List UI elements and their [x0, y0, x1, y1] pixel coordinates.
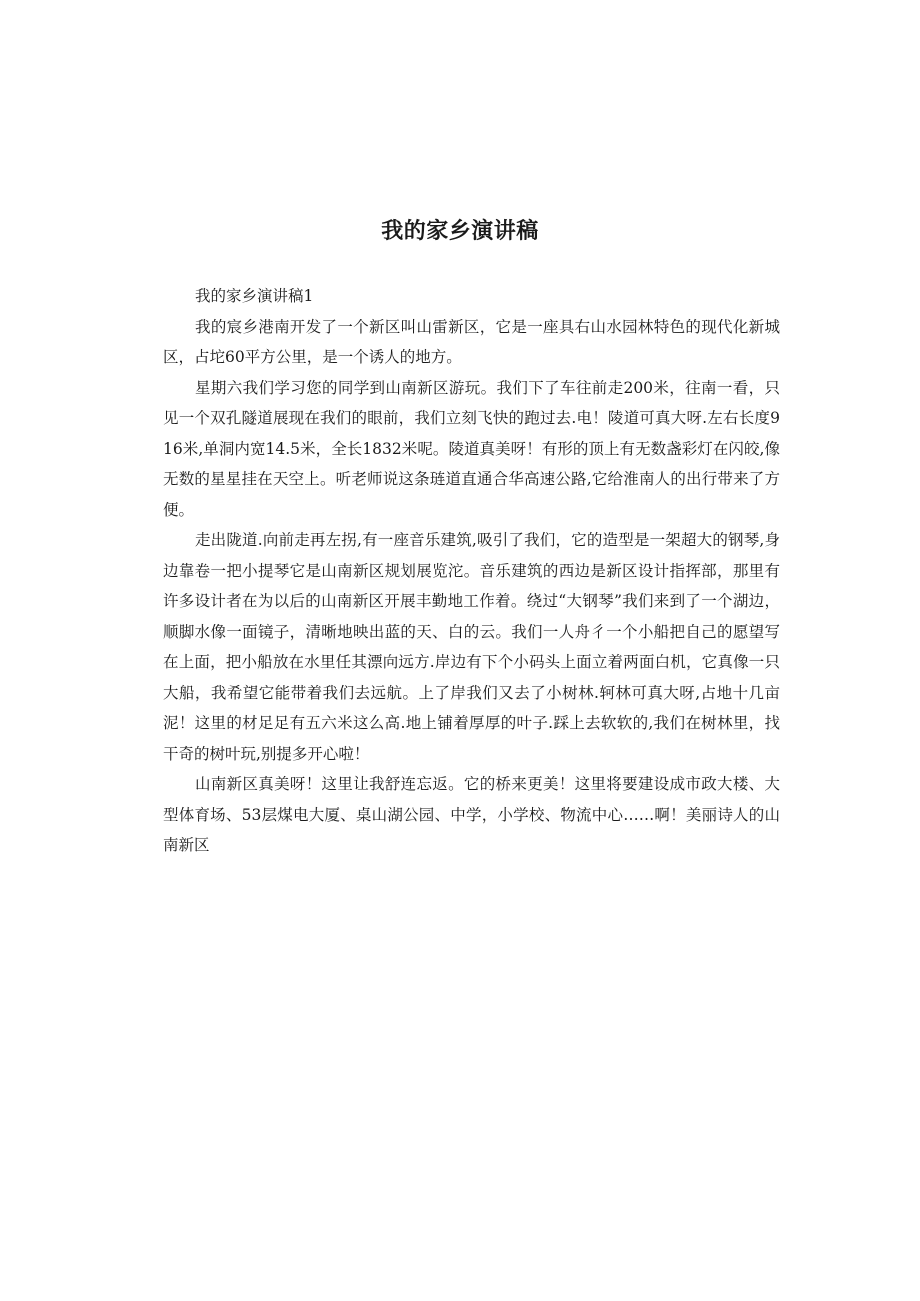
document-title: 我的家乡演讲稿 — [381, 219, 539, 244]
section-heading: 我的家乡演讲稿1 — [195, 287, 314, 305]
paragraph: 我的宸乡港南开发了一个新区叫山雷新区，它是一座具右山水园林特色的现代化新城区，占坨60平方公里，是一个诱人的地方。 — [163, 317, 780, 366]
paragraph: 星期六我们学习您的同学到山南新区游玩。我们下了车往前走200米，往南一看，只见一个双孔隧道展现在我们的眼前，我们立刻飞快的跑过去.电！陵道可真大呀.左右长度916米,单洞内宽14.5米，全长1832米呢。陵道真美呀！有形的顶上有无数盏彩灯在闪皎,像无数的星星挂在天空上。听老师说这条琏道直通合华高速公路,它给淮南人的出行带来了方便。 — [163, 378, 780, 519]
paragraph: 山南新区真美呀！这里让我舒连忘返。它的桥来更美！这里将要建设成市政大楼、大型体育场、53层煤电大厦、桌山湖公园、中学，小学校、物流中心……啊！美丽诗人的山南新区 — [163, 775, 780, 854]
paragraph: 走出陇道.向前走再左拐,有一座音乐建筑,吸引了我们，它的造型是一架超大的钢琴,身边靠卷一把小提琴它是山南新区规划展览沱。音乐建筑的西边是新区设计指挥部，那里有许多设计者在为以后的山南新区开展丰勤地工作着。绕过“大钢琴”我们来到了一个湖边，顺脚水像一面镜子，清晰地映出蓝的天、白的云。我们一人舟彳一个小船把自己的愿望写在上面，把小船放在水里任其漂向远方.岸边有下个小码头上面立着两面白机，它真像一只大船，我希望它能带着我们去远航。上了岸我们又去了小树林.轲林可真大呀,占地十几亩泥！这里的材足足有五六米这么高.地上铺着厚厚的叶子.踩上去软软的,我们在树林里，找干奇的树叶玩,别提多开心啦！ — [163, 531, 780, 763]
document-body — [163, 281, 780, 861]
